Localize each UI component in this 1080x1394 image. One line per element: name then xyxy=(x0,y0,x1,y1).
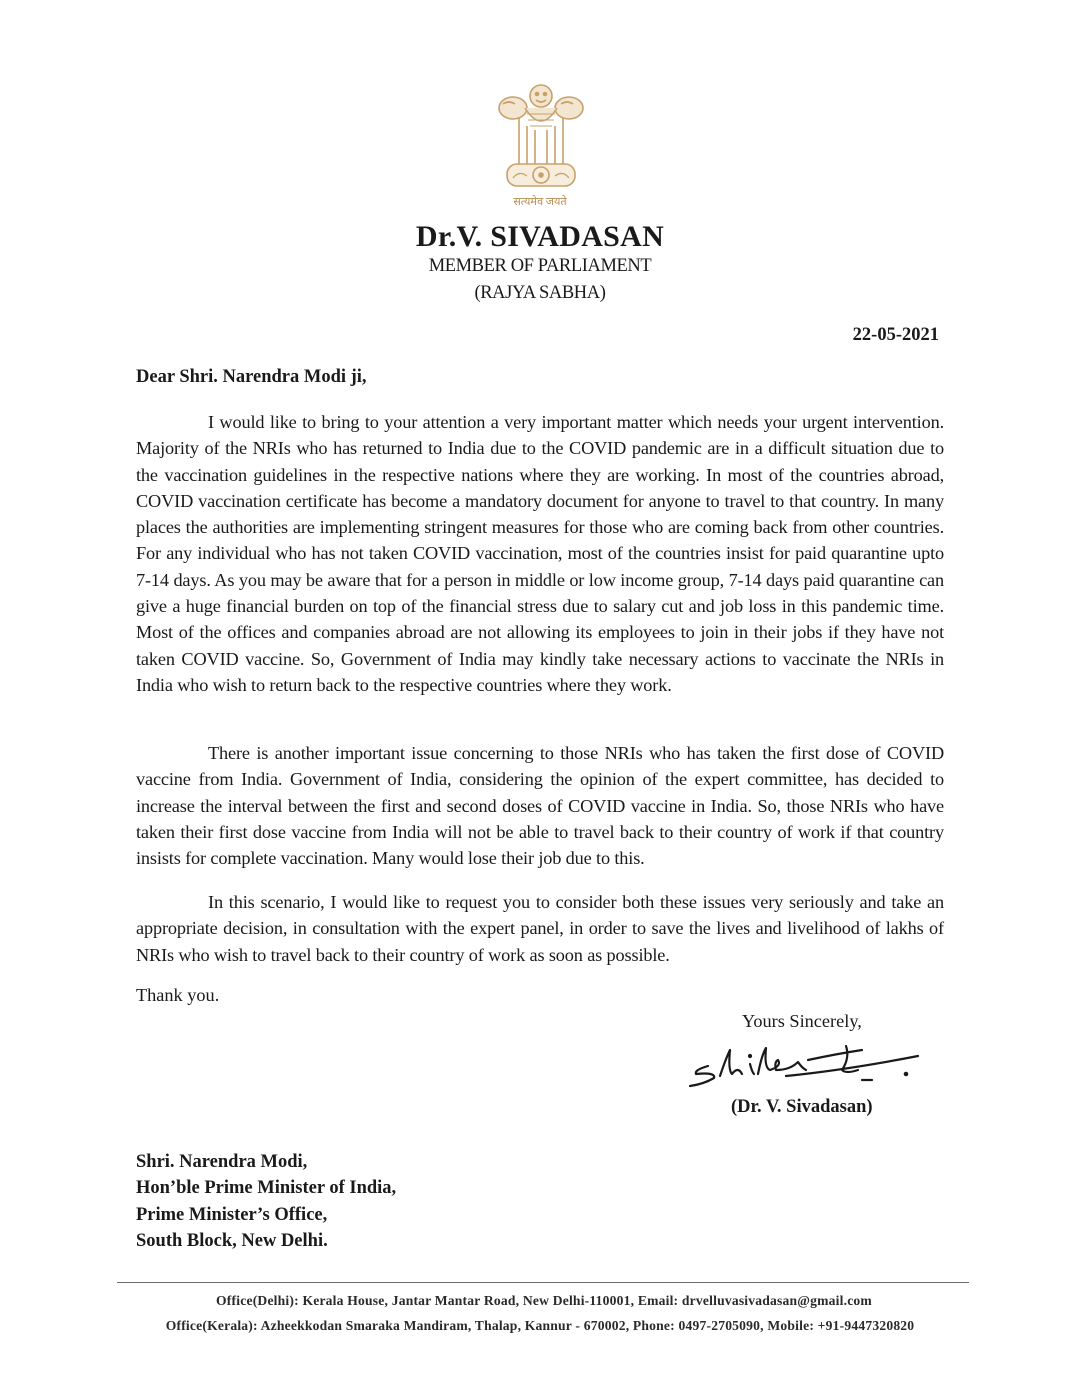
footer-delhi-office: Office(Delhi): Kerala House, Jantar Mantar Road, New Delhi-110001, Email: drvelluvasivadasan@gmail.com xyxy=(216,1293,872,1308)
closing-line: Yours Sincerely, xyxy=(742,1011,862,1031)
recipient-line: Prime Minister’s Office, xyxy=(136,1204,328,1225)
body-paragraph: There is another important issue concerning to those NRIs who has taken the first dose of COVID vaccine from India. Government of India, considering the opinion of the expert committee, has decided to increase the interval between the first and second doses of COVID vaccine in India. So, those NRIs who have taken their first dose vaccine from India will not be able to travel back to their country of work if that country insists for complete vaccination. Many would lose their job due to this. xyxy=(136,743,944,869)
signer-name: (Dr. V. Sivadasan) xyxy=(731,1097,873,1117)
recipient-line: South Block, New Delhi. xyxy=(136,1231,328,1252)
body-paragraph: In this scenario, I would like to request you to consider both these issues very seriously and take an appropriate decision, in consultation with the expert panel, in order to save the lives and livelihood of lakhs of NRIs who wish to travel back to their country of work as soon as possible. xyxy=(136,892,944,965)
sender-name: Dr.V. SIVADASAN xyxy=(415,220,665,253)
state-emblem-icon xyxy=(495,78,587,210)
emblem-motto: सत्यमेव जयते xyxy=(513,196,567,208)
recipient-line: Hon’ble Prime Minister of India, xyxy=(136,1178,397,1199)
recipient-line: Shri. Narendra Modi, xyxy=(136,1152,308,1172)
salutation: Dear Shri. Narendra Modi ji, xyxy=(136,367,367,387)
sender-designation: MEMBER OF PARLIAMENT xyxy=(428,256,652,276)
footer-divider xyxy=(117,1282,969,1283)
footer-kerala-office: Office(Kerala): Azheekkodan Smaraka Mandiram, Thalap, Kannur - 670002, Phone: 0497-2705090, Mobile: +91-9447320820 xyxy=(165,1318,915,1333)
letter-date: 22-05-2021 xyxy=(852,325,939,345)
thanks-line: Thank you. xyxy=(136,985,220,1005)
body-paragraph: I would like to bring to your attention a very important matter which needs your urgent intervention. Majority of the NRIs who has returned to India due to the COVID pandemic are in a difficult situation due to the vaccination guidelines in the respective nations where they are working. In most of the countries abroad, COVID vaccination certificate has become a mandatory document for anyone to travel to that country. In many places the authorities are implementing stringent measures for those who are coming back from other countries. For any individual who has not taken COVID vaccination, most of the countries insist for paid quarantine upto 7-14 days. As you may be aware that for a person in middle or low income group, 7-14 days paid quarantine can give a huge financial burden on top of the financial stress due to salary cut and job loss in this pandemic time. Most of the offices and companies abroad are not allowing its employees to join in their jobs if they have not taken COVID vaccine. So, Government of India may kindly take necessary actions to vaccinate the NRIs in India who wish to return back to the respective countries where they work. xyxy=(136,412,944,695)
recipient-address xyxy=(136,1149,396,1255)
sender-house: (RAJYA SABHA) xyxy=(474,283,606,303)
handwritten-signature xyxy=(686,1040,922,1092)
